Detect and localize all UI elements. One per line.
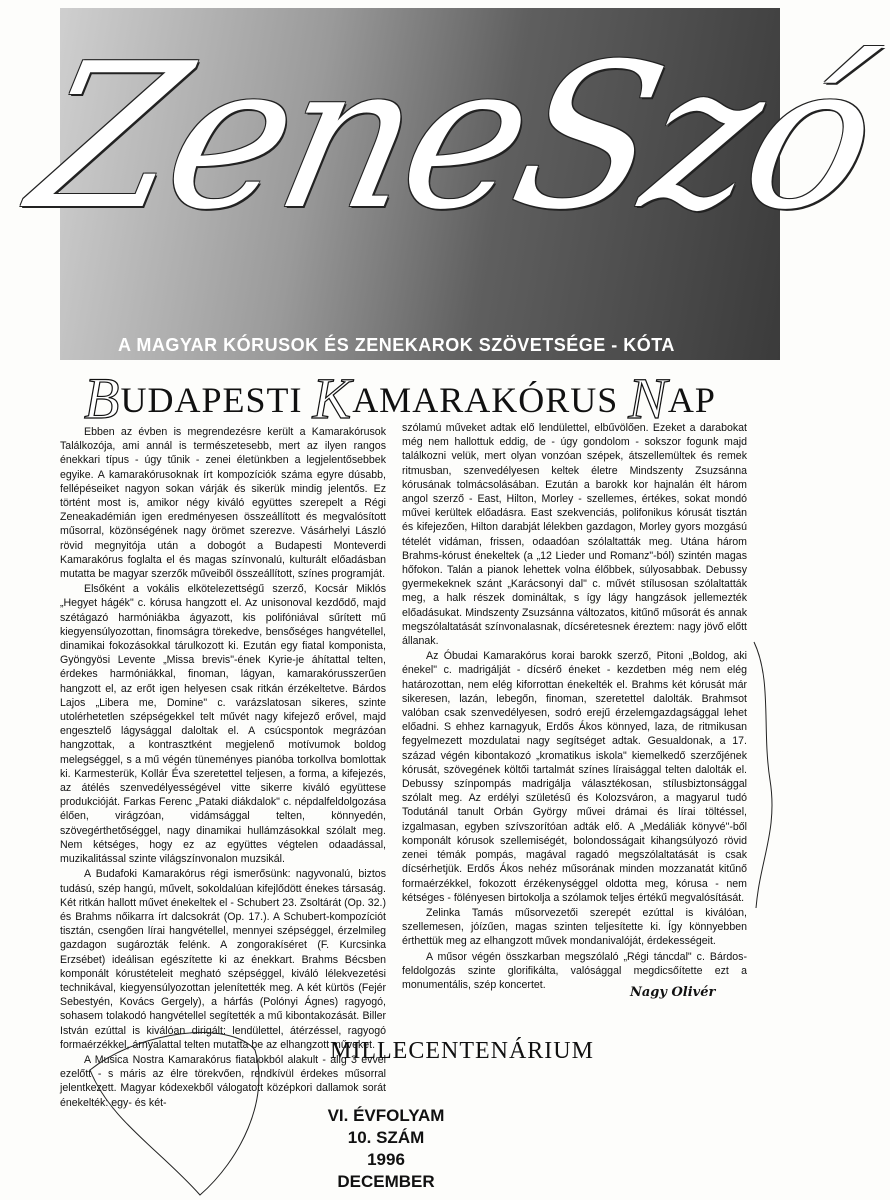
article-paragraph: szólamú műveket adtak elő lendülettel, elbűvölően. Ezeket a darabokat még nem hallottuk eddig, de - úgy gondolom - sokszor fogunk majd találkozni velük, mert olyan vonzóan szépek, átszellemültek és remek ritmusban, szenvedélyesen keltek életre Mindszenty Zsuzsánna kórusának tolmácsolásában. Ezután a barokk kor hajnalán élt három angol szerző - East, Hilton, Morley - szellemes, értékes, sokat mondó művei kerültek előadásra. East szekvenciás, polifonikus kórusát tisztán és kifejezően, Hilton darabját lélekben gazdagon, Morley gyors mozgású tételét vidáman, frissen, odaadóan szólaltatták meg. Utána három Brahms-kórust énekeltek (a „12 Lieder und Romanz"-ból) szintén magas hőfokon. Talán a pianok lehettek volna élőbbek, súlyosabbak. Debussy gyermekeknek szánt „Karácsonyi dal" c. művét stílusosan szólaltatták meg, a halk részek domináltak, s így lágy hangzások jellemezték előadásukat. Mindszenty Zsuzsánna változatos, kitűnő műsorát és annak megszólaltatását színvonalasnak, dícséretesnek éreztem: nagy jövő előtt állanak. xyxy=(402,422,747,648)
title-initial-n: N xyxy=(628,366,668,431)
issue-month: DECEMBER xyxy=(337,1172,435,1191)
article-column-left xyxy=(60,425,386,1110)
issue-year: 1996 xyxy=(367,1150,405,1169)
leaf-ornament xyxy=(80,1010,280,1200)
masthead-logo: ZeneSzó xyxy=(15,21,890,254)
article-column-right xyxy=(402,421,747,992)
masthead xyxy=(15,8,890,360)
article-paragraph: A műsor végén összkarban megszólaló „Régi táncdal" c. Bárdos-feldolgozás szinte glorifikálta, valósággal megdicsőítette ezt a monumentális, szép koncertet. xyxy=(402,950,747,991)
article-paragraph: A Budafoki Kamarakórus régi ismerősünk: nagyvonalú, biztos tudású, szép hangú, művelt, sokoldalúan kifejlődött énekes társaság. Két ritkán hallott művet énekeltek el - Schubert 23. Zsoltárát (Op. 32.) és Brahms nőikarra írt dalcsokrát (Op. 17.). A Schubert-kompozíciót tisztán, csengően lírai hangvétellel, mennyei szépséggel, érzelmileg gazdagon sugározták felénk. A zongorakíséret (F. Kurcsinka Erzsébet) ideálisan egészítette ki az énekkart. Brahms Bécsben komponált kórustételeit megható szépséggel, kiváló lélekvezetési technikával, kiegyensúlyozottan jelenítették meg. A két kürtös (Fejér Sebestyén, Kovács Gergely), a hárfás (Polónyi Ágnes) ragyogó, sohasem tolakodó hangvétellel segítették a mű kibontakozását. Biller István ezúttal is kiválóan dirigált: lendülettel, átérzéssel, ragyogó formaérzékkel, árnyalattal telten mutatta be az elhangzott műveket. xyxy=(60,868,386,1051)
issue-volume: VI. ÉVFOLYAM xyxy=(327,1106,445,1125)
title-word-3: AP xyxy=(667,380,716,420)
margin-annotation-line xyxy=(752,640,782,910)
article-paragraph: Elsőként a vokális elkötelezettségű szerző, Kocsár Miklós „Hegyet hágék" c. kórusa hangzott el. Az unisonoval kezdődő, majd szétágazó harmóniákba ágyazott, kis polifóniával sűrített mű kiegyensúlyozottan, finomságra törekedve, bensőséges hangvétellel, dinamikai fokozásokkal tárulkozott ki. Ezután egy fiatal komponista, Gyöngyösi Levente „Missa brevis"-ének Kyrie-je áhítattal telten, érdekes harmóniákkal, finoman, lágyan, kamarakórusszerűen hangzott el, az erőt igen helyesen csak ritkán érzékeltetve. Bárdos Lajos „Libera me, Domine" c. varázslatosan sikeres, szinte utolérhetetlen szépségekkel telt művét nagy kifejező erővel, majd engesztelő lágysággal daloltak el. A csúcspontok megrázóan hangzottak, a kontrasztként megjelenő motívumok boldog melegséggel, s a mű végén tüneményes pianóba torkollva bomlottak ki. Karmesterük, Kollár Éva szeretettel teljesen, a forma, a kifejezés, az átélés szenvedélyességével vitte sikerre kiváló együttese produkcióját. Farkas Ferenc „Pataki diákdalok" c. népdalfeldolgozása élően, virágzóan, vidámsággal telten, könnyedén, szövegérthetőséggel, nagy dinamikai hullámzásokkal szólalt meg. Nem kétséges, hogy ez az együttes végtelen odaadással, muzikalitással szinte világszínvonalon muzsikál. xyxy=(60,583,386,866)
title-initial-k: K xyxy=(312,366,353,431)
author-signature: Nagy Olivér xyxy=(630,985,716,1000)
title-word-2: AMARAKÓRUS xyxy=(352,380,619,420)
article-paragraph: A Musica Nostra Kamarakórus fiatalokból alakult - alig 3 évvel ezelőtt - s máris az élre törekvően, rendkívül érdekes műsorral jelentkezett. Magyar kódexekből válogatott középkori dallamok sorát énekelték: egy- és két- xyxy=(60,1053,386,1109)
issue-info xyxy=(316,1105,456,1193)
article-paragraph: Az Óbudai Kamarakórus korai barokk szerző, Pitoni „Boldog, aki énekel" c. madrigálját - dícsérő éneket - kezdetben még nem elég határozottan, nem elég kiforrottan énekelték el. Brahms két kórusát már sikeresen, lazán, lebegőn, finoman, szeretettel dalolták. Brahmsot valóban csak szenvedélyesen, sodró erejű érzelemgazdagsággal lehet előadni. S ehhez karnagyuk, Erdős Ákos könnyed, laza, de ritmikusan fegyelmezett mozdulatai nagy segítséget adtak. Gesualdonak, a 17. század végén kibontakozó „kromatikus iskola" kiemelkedő szerzőjének kórusát, szövegének költői tartalmát színes líraisággal telten dalolták el. Debussy színpompás madrigálja választékosan, stílusbiztonsággal szólalt meg. Az erdélyi születésű és Kolozsváron, a magyarul tudó Todutánál tanult Orbán György művei drámai és lírai töltéssel, izgalmasan, egyben szívszorítóan adták elő. A „Medáliák könyvé"-ből komponált kórusok szellemiségét, bolondosságait kihangsúlyozó rövid zenei témák pompás, magával ragadó megszólaltatását is csak dícsérhetjük. Erdős Ákos nehéz műsorának minden mozzanatát kitűnő formaérzékkel, fokozott érzékenységgel oldotta meg, kórusa - nem kétséges - fölényesen birtokolja a szólamok teljes értékű megvalósítását. xyxy=(402,650,747,904)
issue-number: 10. SZÁM xyxy=(347,1128,425,1147)
article-paragraph: Ebben az évben is megrendezésre került a Kamarakórusok Találkozója, ami annál is természetesebb, mert az ilyen rangos énekkari típus - úgy tűnik - zenei életünkben a legjelentősebbek egyike. A kamarakórusoknak írt kompozíciók száma egyre dúsabb, fellépéseiket nagyon sokan várják és sikerük mindig jelentős. Ez történt most is, amikor négy kiváló együttes szerepelt a Régi Zeneakadémián igen eredményesen összeállított és megvalósított műsorral, közönségének nagy örömet szerezve. Vásárhelyi László rövid megnyitója után a dobogót a Budapesti Monteverdi Kamarakórus foglalta el és magas színvonalú, kulturált előadásban mutatta be magyar szerzők műveiből összeállított, színes programját. xyxy=(60,426,386,581)
series-title: MILLECENTENÁRIUM xyxy=(330,1038,594,1064)
masthead-subtitle: A MAGYAR KÓRUSOK ÉS ZENEKAROK SZÖVETSÉGE - KÓTA xyxy=(118,335,675,355)
article-paragraph: Zelinka Tamás műsorvezetői szerepét ezúttal is kiválóan, szellemesen, jóízűen, magas szinten teljesítette ki. Így könnyebben érthettük meg az elhangzott művek mondanivalóját, érdekességeit. xyxy=(402,906,747,948)
title-word-1: UDAPESTI xyxy=(120,380,303,420)
title-initial-b: B xyxy=(84,366,121,431)
